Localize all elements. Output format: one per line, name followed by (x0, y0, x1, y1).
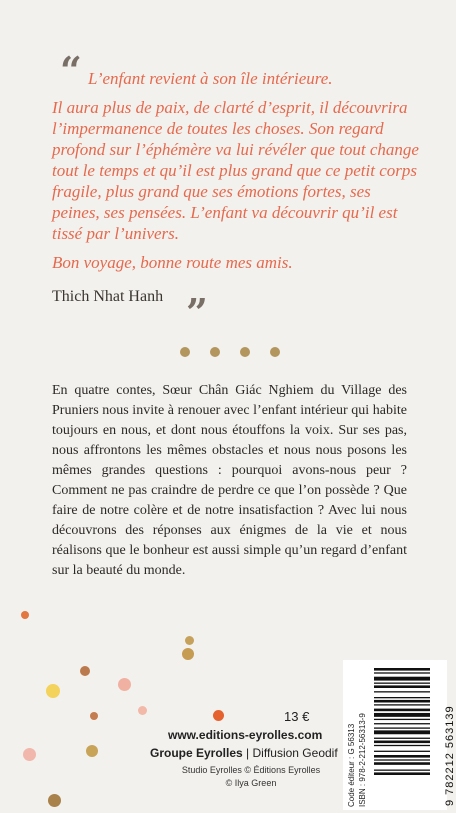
confetti-dot-icon (23, 748, 36, 761)
credit-illustrator: © Ilya Green (225, 778, 277, 788)
price: 13 € (284, 709, 310, 724)
separator-dot-icon (270, 347, 280, 357)
confetti-dot-icon (118, 678, 131, 691)
book-description: En quatre contes, Sœur Chân Giác Nghiem du Village des Pruniers nous invite à renouer avec l’enfant intérieur qui habite toujours en nous, et dont nous étouffons la voix. Sur ses pas, nous affrontons les mêmes obstacles et nous nous posons les mêmes grandes questions : pourquoi avons-nous peur ? Comment ne pas craindre de perdre ce que l’on possède ? Que faire de notre colère et de notre insatisfaction ? Avec lui nous découvrons des réponses aux énigmes de la vie et nous réalisons que le bonheur est aussi simple qu’un regard d’enfant sur la beauté du monde. (52, 383, 407, 578)
distribution-name: Diffusion Geodif (252, 746, 338, 760)
quote-block (52, 68, 422, 281)
quote-first-line: L’enfant revient à son île intérieure. (88, 69, 333, 88)
isbn: ISBN : 978-2-212-56313-9 (358, 713, 367, 807)
close-quote-icon: ” (186, 290, 208, 335)
confetti-dot-icon (138, 706, 147, 715)
confetti-dot-icon (90, 712, 98, 720)
credits (176, 764, 326, 790)
code-info (346, 713, 368, 807)
confetti-dot-icon (46, 684, 60, 698)
confetti-dot-icon (182, 648, 194, 660)
separator-dot-icon (180, 347, 190, 357)
publisher-group: Groupe Eyrolles | Diffusion Geodif (150, 746, 338, 760)
quote-paragraph: Il aura plus de paix, de clarté d’esprit, il découvrira l’impermanence de toutes les choses. Son regard profond sur l’éphémère va lui révéler que tout change tout le temps et qu’il est plus grand que ce petit corps fragile, plus grand que ses émotions fortes, ses peines, ses pensées. L’enfant va découvrir qu’il est tissé par l’univers. (52, 98, 419, 243)
group-name: Groupe Eyrolles (150, 746, 243, 760)
credit-studio: Studio Eyrolles © Éditions Eyrolles (181, 765, 321, 775)
separator-dot-icon (210, 347, 220, 357)
confetti-dot-icon (185, 636, 194, 645)
quote-author: Thich Nhat Hanh (52, 288, 164, 305)
quote-closing: Bon voyage, bonne route mes amis. (52, 253, 293, 272)
open-quote-icon: “ (60, 48, 82, 93)
code-editeur: Code éditeur : G 56313 (347, 723, 356, 807)
confetti-dot-icon (80, 666, 90, 676)
barcode-number: 9 782212 563139 (444, 705, 456, 806)
confetti-dot-icon (21, 611, 29, 619)
confetti-dot-icon (86, 745, 98, 757)
separator-dots (180, 347, 280, 357)
confetti-dot-icon (213, 710, 224, 721)
confetti-dot-icon (48, 794, 61, 807)
publisher-website: www.editions-eyrolles.com (168, 728, 323, 742)
barcode-icon (374, 668, 430, 808)
separator-dot-icon (240, 347, 250, 357)
